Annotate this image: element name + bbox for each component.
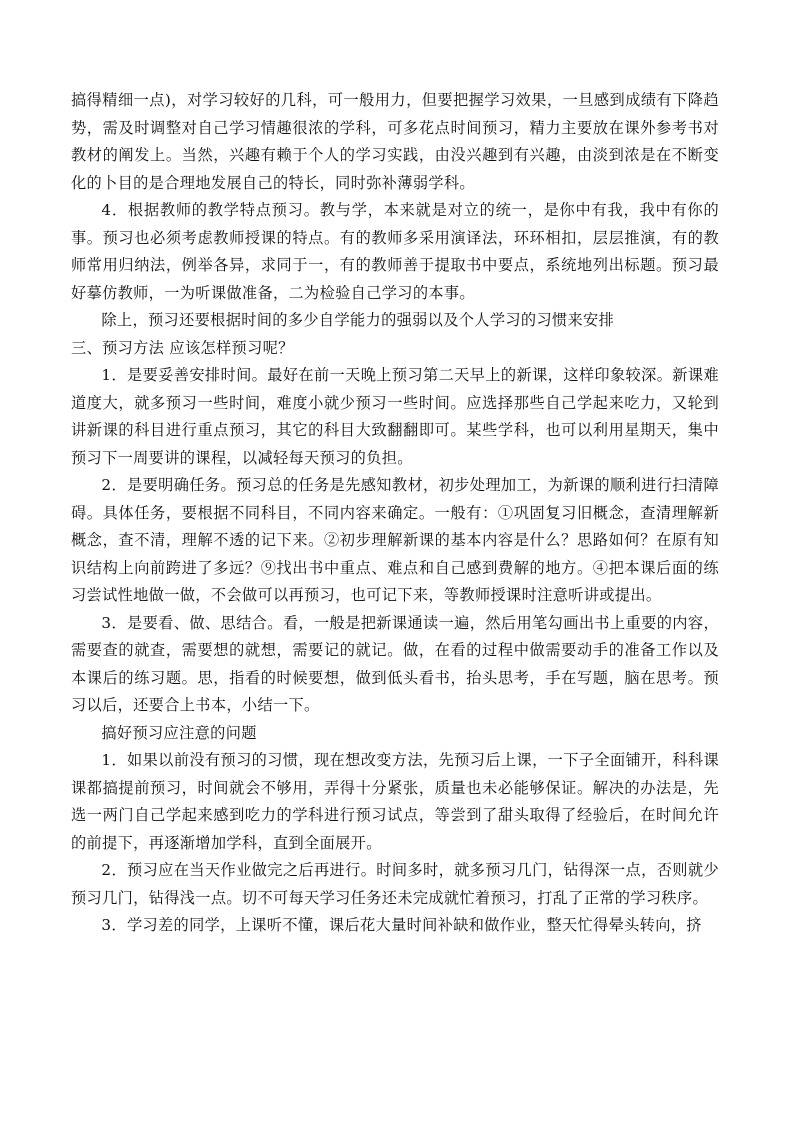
paragraph-look-do-think: 3．是要看、做、思结合。看，一般是把新课通读一遍，然后用笔勾画出书上重要的内容，需要查的就查，需要想的就想，需要记的就记。做，在看的过程中做需要动手的准备工作以及本课后的练习题。思，指看的时候要想，做到低头看书，抬头思考，手在写题，脑在思考。预习以后，还要合上书本，小结一下。	[71, 613, 719, 714]
paragraph-clear-tasks: 2．是要明确任务。预习总的任务是先感知教材，初步处理加工，为新课的顺利进行扫清障碍。具体任务，要根据不同科目，不同内容来确定。一般有：①巩固复习旧概念，查清理解新概念，查不清，理解不透的记下来。②初步理解新课的基本内容是什么？思路如何？在原有知识结构上向前跨进了多远？⑨找出书中重点、难点和自己感到费解的地方。④把本课后面的练习尝试性地做一做，不会做可以再预习，也可记下来，等教师授课时注意听讲或提出。	[71, 476, 719, 604]
paragraph-study-allocation-continued: 搞得精细一点)，对学习较好的几科，可一般用力，但要把握学习效果，一旦感到成绩有下降趋势，需及时调整对自己学习情趣很浓的学科，可多花点时间预习，精力主要放在课外参考书对教材的阐发上。当然，兴趣有赖于个人的学习实践，由没兴趣到有兴趣，由淡到浓是在不断变化的卜目的是合理地发展自己的特长，同时弥补薄弱学科。	[71, 91, 719, 192]
paragraph-teacher-style: 4．根据教师的教学特点预习。教与学，本来就是对立的统一，是你中有我，我中有你的事。预习也必须考虑教师授课的特点。有的教师多采用演译法，环环相扣，层层推演，有的教师常用归纳法，例举各异，求同于一，有的教师善于提取书中要点，系统地列出标题。预习最好摹仿教师，一为听课做准备，二为检验自己学习的本事。	[71, 201, 719, 302]
paragraph-weak-students: 3．学习差的同学，上课听不懂，课后花大量时间补缺和做作业，整天忙得晕头转向，挤	[101, 916, 702, 934]
subheading-preview-issues: 搞好预习应注意的问题	[101, 723, 257, 742]
document-body	[71, 87, 719, 940]
section-heading-preview-methods: 三、预习方法 应该怎样预习呢？	[71, 338, 294, 357]
paragraph-time-arrangement: 1．是要妥善安排时间。最好在前一天晚上预习第二天早上的新课，这样印象较深。新课难道度大，就多预习一些时间，难度小就少预习一些时间。应选择那些自己学起来吃力，又轮到讲新课的科目进行重点预习，其它的科目大致翻翻即可。某些学科，也可以利用星期天，集中预习下一周要讲的课程，以减轻每天预习的负担。	[71, 366, 719, 467]
paragraph-habit-change: 1．如果以前没有预习的习惯，现在想改变方法，先预习后上课，一下子全面铺开，科科课课都搞提前预习，时间就会不够用，弄得十分紧张，质量也未必能够保证。解决的办法是，先选一两门自己学起来感到吃力的学科进行预习试点，等尝到了甜头取得了经验后，在时间允许的前提下，再逐渐增加学科，直到全面展开。	[71, 751, 719, 852]
paragraph-summary-note: 除上，预习还要根据时间的多少自学能力的强弱以及个人学习的习惯来安排	[101, 311, 615, 329]
paragraph-after-homework: 2．预习应在当天作业做完之后再进行。时间多时，就多预习几门，钻得深一点，否则就少预习几门，钻得浅一点。切不可每天学习任务还未完成就忙着预习，打乱了正常的学习秩序。	[71, 861, 719, 907]
